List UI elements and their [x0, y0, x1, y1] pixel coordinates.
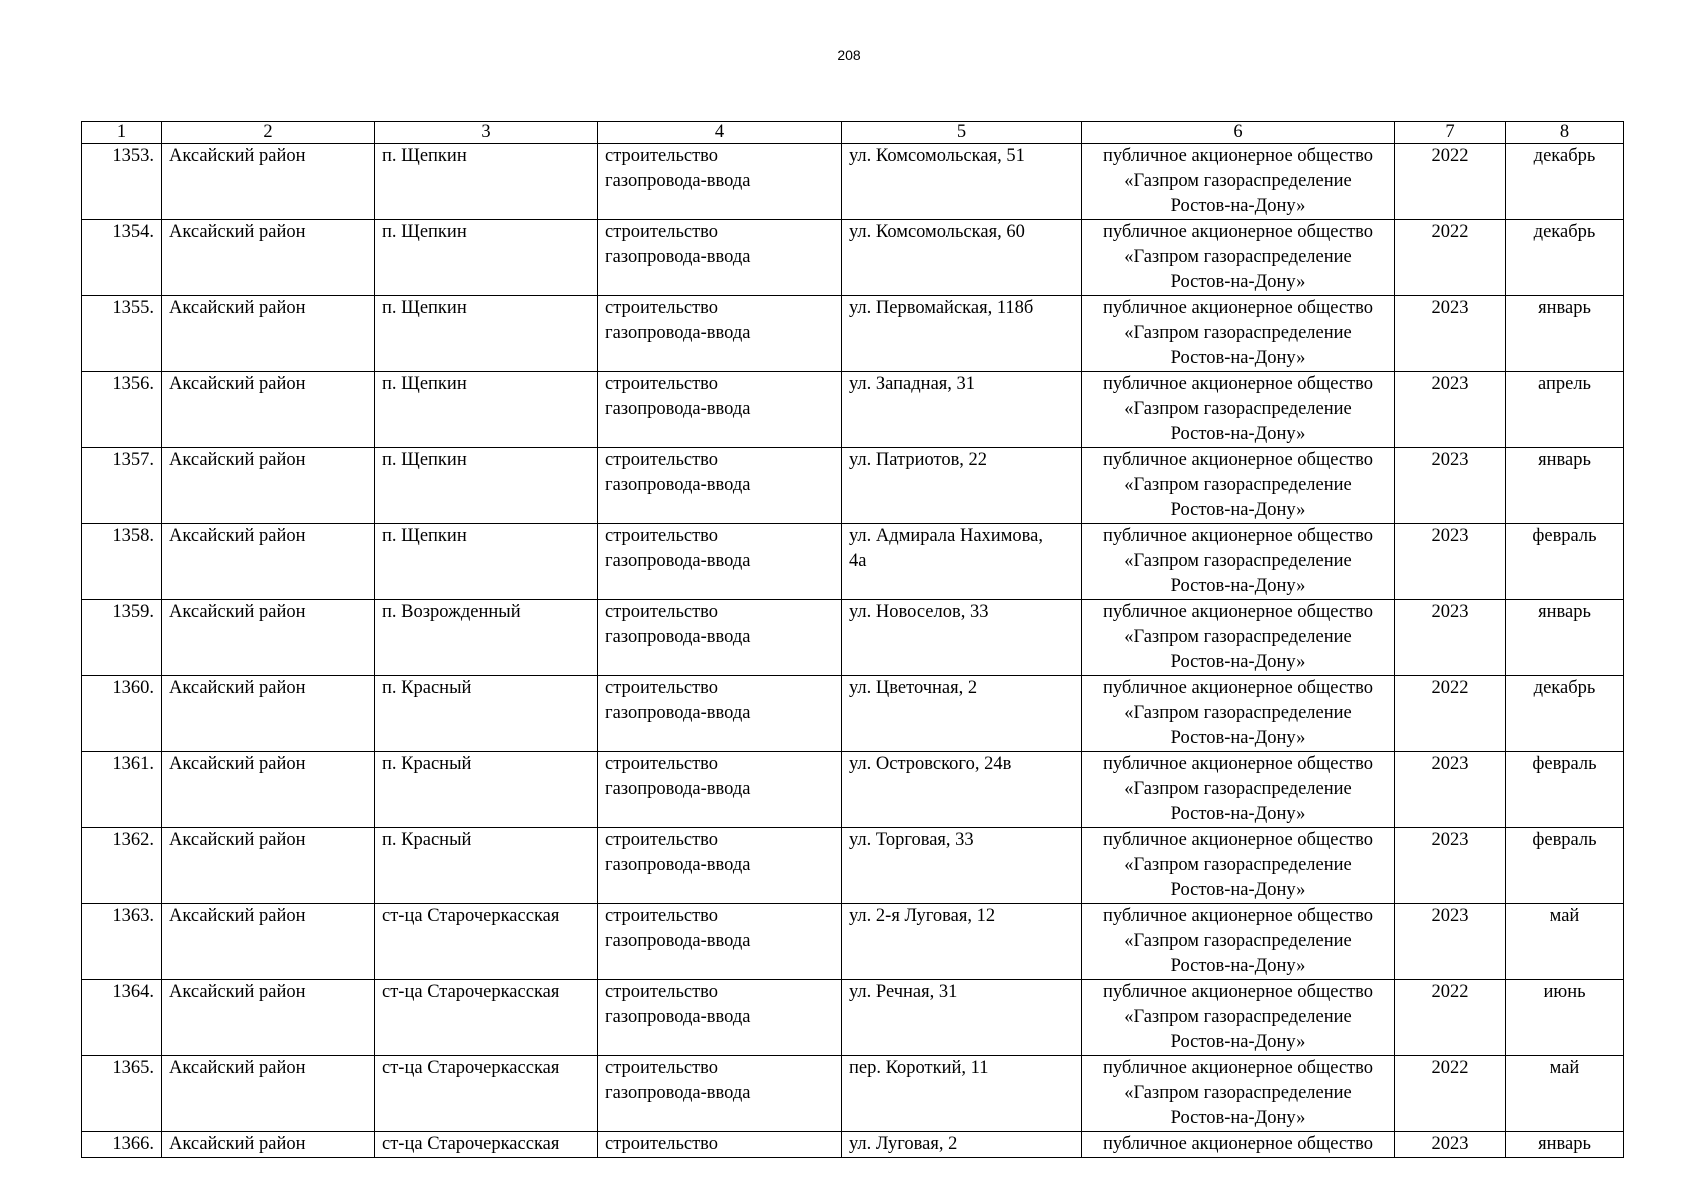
cell-organization — [1082, 220, 1395, 296]
cell-district: Аксайский район — [162, 1132, 375, 1158]
cell-organization-line: Ростов-на-Дону» — [1170, 728, 1306, 748]
cell-organization-line: Ростов-на-Дону» — [1170, 424, 1306, 444]
cell-number: 1365. — [82, 1056, 162, 1132]
cell-year: 2022 — [1395, 1056, 1506, 1132]
header-row — [82, 122, 1624, 144]
cell-work-line: строительство — [605, 982, 719, 1002]
cell-address-line: ул. Западная, 31 — [849, 374, 976, 394]
cell-district: Аксайский район — [162, 144, 375, 220]
table-row — [82, 220, 1624, 296]
cell-organization-line: «Газпром газораспределение — [1124, 247, 1352, 267]
cell-address-line: ул. Новоселов, 33 — [849, 602, 989, 622]
cell-address — [842, 600, 1082, 676]
cell-number: 1361. — [82, 752, 162, 828]
cell-work-line: газопровода-ввода — [605, 551, 751, 571]
cell-work — [598, 600, 842, 676]
cell-address-line: ул. Комсомольская, 51 — [849, 146, 1025, 166]
cell-address — [842, 372, 1082, 448]
cell-address — [842, 448, 1082, 524]
cell-year: 2023 — [1395, 828, 1506, 904]
cell-month: декабрь — [1506, 144, 1624, 220]
cell-organization-line: Ростов-на-Дону» — [1170, 804, 1306, 824]
cell-district: Аксайский район — [162, 524, 375, 600]
cell-month: январь — [1506, 296, 1624, 372]
cell-organization — [1082, 980, 1395, 1056]
cell-year: 2022 — [1395, 220, 1506, 296]
cell-work — [598, 296, 842, 372]
cell-month: январь — [1506, 1132, 1624, 1158]
cell-organization-line: публичное акционерное общество — [1102, 1134, 1374, 1154]
table-row — [82, 448, 1624, 524]
cell-settlement: п. Щепкин — [375, 448, 598, 524]
table-row — [82, 524, 1624, 600]
column-header-4: 4 — [598, 122, 842, 144]
cell-organization-line: публичное акционерное общество — [1102, 830, 1374, 850]
cell-year: 2023 — [1395, 904, 1506, 980]
cell-organization-line: Ростов-на-Дону» — [1170, 880, 1306, 900]
cell-settlement: п. Красный — [375, 676, 598, 752]
column-header-2: 2 — [162, 122, 375, 144]
table-row — [82, 980, 1624, 1056]
table-row — [82, 296, 1624, 372]
cell-month: февраль — [1506, 752, 1624, 828]
cell-work-line: строительство — [605, 298, 719, 318]
cell-number: 1366. — [82, 1132, 162, 1158]
cell-address — [842, 752, 1082, 828]
cell-address — [842, 904, 1082, 980]
cell-settlement: ст-ца Старочеркасская — [375, 1132, 598, 1158]
cell-organization-line: Ростов-на-Дону» — [1170, 348, 1306, 368]
cell-organization-line: Ростов-на-Дону» — [1170, 1108, 1306, 1128]
cell-district: Аксайский район — [162, 828, 375, 904]
cell-settlement: ст-ца Старочеркасская — [375, 1056, 598, 1132]
cell-year: 2023 — [1395, 1132, 1506, 1158]
cell-organization — [1082, 524, 1395, 600]
cell-work-line: газопровода-ввода — [605, 855, 751, 875]
cell-district: Аксайский район — [162, 1056, 375, 1132]
cell-organization-line: «Газпром газораспределение — [1124, 627, 1352, 647]
cell-number: 1354. — [82, 220, 162, 296]
cell-work-line: газопровода-ввода — [605, 703, 751, 723]
cell-district: Аксайский район — [162, 448, 375, 524]
table-row — [82, 144, 1624, 220]
cell-address-line: ул. Торговая, 33 — [849, 830, 974, 850]
cell-work — [598, 220, 842, 296]
cell-work — [598, 828, 842, 904]
cell-year: 2023 — [1395, 448, 1506, 524]
cell-address — [842, 676, 1082, 752]
cell-organization-line: Ростов-на-Дону» — [1170, 196, 1306, 216]
cell-work-line: строительство — [605, 222, 719, 242]
table-row — [82, 752, 1624, 828]
column-header-6: 6 — [1082, 122, 1395, 144]
cell-work-line: газопровода-ввода — [605, 399, 751, 419]
cell-work-line: строительство — [605, 450, 719, 470]
cell-organization-line: публичное акционерное общество — [1102, 526, 1374, 546]
cell-month: май — [1506, 1056, 1624, 1132]
cell-work — [598, 1132, 842, 1158]
cell-organization-line: «Газпром газораспределение — [1124, 551, 1352, 571]
cell-work-line: строительство — [605, 830, 719, 850]
column-header-8: 8 — [1506, 122, 1624, 144]
cell-organization-line: «Газпром газораспределение — [1124, 1007, 1352, 1027]
cell-number: 1356. — [82, 372, 162, 448]
cell-address-line: 4а — [849, 551, 867, 571]
cell-work-line: газопровода-ввода — [605, 475, 751, 495]
cell-work-line: строительство — [605, 1058, 719, 1078]
cell-organization-line: публичное акционерное общество — [1102, 982, 1374, 1002]
cell-month: май — [1506, 904, 1624, 980]
cell-address-line: ул. Первомайская, 118б — [849, 298, 1034, 318]
cell-district: Аксайский район — [162, 600, 375, 676]
cell-organization — [1082, 904, 1395, 980]
cell-organization-line: публичное акционерное общество — [1102, 678, 1374, 698]
cell-year: 2022 — [1395, 144, 1506, 220]
cell-month: декабрь — [1506, 220, 1624, 296]
cell-organization-line: Ростов-на-Дону» — [1170, 1032, 1306, 1052]
cell-number: 1358. — [82, 524, 162, 600]
cell-address-line: ул. 2-я Луговая, 12 — [849, 906, 996, 926]
cell-district: Аксайский район — [162, 676, 375, 752]
cell-number: 1363. — [82, 904, 162, 980]
cell-month: июнь — [1506, 980, 1624, 1056]
cell-work — [598, 144, 842, 220]
cell-organization-line: публичное акционерное общество — [1102, 1058, 1374, 1078]
cell-address-line: ул. Речная, 31 — [849, 982, 958, 1002]
table-row — [82, 372, 1624, 448]
cell-address — [842, 980, 1082, 1056]
cell-year: 2022 — [1395, 676, 1506, 752]
cell-district: Аксайский район — [162, 752, 375, 828]
cell-organization-line: «Газпром газораспределение — [1124, 171, 1352, 191]
cell-work-line: строительство — [605, 754, 719, 774]
cell-organization-line: Ростов-на-Дону» — [1170, 500, 1306, 520]
cell-work — [598, 904, 842, 980]
cell-settlement: ст-ца Старочеркасская — [375, 980, 598, 1056]
cell-organization — [1082, 1132, 1395, 1158]
page-number: 208 — [837, 47, 861, 63]
cell-organization-line: «Газпром газораспределение — [1124, 931, 1352, 951]
cell-organization — [1082, 752, 1395, 828]
table-row — [82, 600, 1624, 676]
cell-organization-line: Ростов-на-Дону» — [1170, 272, 1306, 292]
cell-number: 1357. — [82, 448, 162, 524]
cell-address-line: ул. Адмирала Нахимова, — [849, 526, 1043, 546]
cell-month: апрель — [1506, 372, 1624, 448]
cell-work — [598, 1056, 842, 1132]
cell-district: Аксайский район — [162, 372, 375, 448]
cell-month: январь — [1506, 600, 1624, 676]
cell-organization-line: публичное акционерное общество — [1102, 146, 1374, 166]
cell-work-line: строительство — [605, 1134, 719, 1154]
cell-organization-line: публичное акционерное общество — [1102, 298, 1374, 318]
cell-district: Аксайский район — [162, 296, 375, 372]
cell-work-line: газопровода-ввода — [605, 1007, 751, 1027]
column-header-3: 3 — [375, 122, 598, 144]
cell-number: 1362. — [82, 828, 162, 904]
cell-address — [842, 1132, 1082, 1158]
cell-address-line: ул. Патриотов, 22 — [849, 450, 988, 470]
cell-settlement: п. Щепкин — [375, 372, 598, 448]
cell-month: январь — [1506, 448, 1624, 524]
cell-work-line: строительство — [605, 602, 719, 622]
cell-organization — [1082, 448, 1395, 524]
cell-organization-line: публичное акционерное общество — [1102, 602, 1374, 622]
cell-address — [842, 296, 1082, 372]
cell-settlement: п. Возрожденный — [375, 600, 598, 676]
cell-work-line: строительство — [605, 526, 719, 546]
cell-work-line: газопровода-ввода — [605, 1083, 751, 1103]
cell-work-line: газопровода-ввода — [605, 247, 751, 267]
cell-address-line: ул. Цветочная, 2 — [849, 678, 978, 698]
cell-organization-line: «Газпром газораспределение — [1124, 475, 1352, 495]
cell-work-line: строительство — [605, 678, 719, 698]
cell-organization-line: «Газпром газораспределение — [1124, 855, 1352, 875]
column-header-5: 5 — [842, 122, 1082, 144]
cell-organization-line: публичное акционерное общество — [1102, 906, 1374, 926]
cell-work — [598, 524, 842, 600]
cell-organization-line: Ростов-на-Дону» — [1170, 576, 1306, 596]
cell-year: 2023 — [1395, 752, 1506, 828]
cell-work — [598, 676, 842, 752]
cell-year: 2023 — [1395, 524, 1506, 600]
cell-settlement: п. Щепкин — [375, 220, 598, 296]
cell-organization-line: публичное акционерное общество — [1102, 754, 1374, 774]
data-table — [81, 121, 1624, 1158]
cell-organization-line: публичное акционерное общество — [1102, 374, 1374, 394]
cell-settlement: п. Красный — [375, 828, 598, 904]
cell-year: 2023 — [1395, 600, 1506, 676]
cell-address — [842, 220, 1082, 296]
cell-year: 2023 — [1395, 372, 1506, 448]
cell-organization — [1082, 1056, 1395, 1132]
cell-organization — [1082, 372, 1395, 448]
cell-work — [598, 980, 842, 1056]
cell-organization-line: «Газпром газораспределение — [1124, 323, 1352, 343]
cell-address — [842, 524, 1082, 600]
cell-organization — [1082, 296, 1395, 372]
cell-settlement: п. Красный — [375, 752, 598, 828]
cell-organization-line: «Газпром газораспределение — [1124, 779, 1352, 799]
cell-organization — [1082, 600, 1395, 676]
cell-address-line: ул. Луговая, 2 — [849, 1134, 958, 1154]
table-row — [82, 828, 1624, 904]
cell-organization-line: Ростов-на-Дону» — [1170, 652, 1306, 672]
cell-organization-line: «Газпром газораспределение — [1124, 399, 1352, 419]
cell-number: 1364. — [82, 980, 162, 1056]
cell-work — [598, 372, 842, 448]
cell-organization-line: «Газпром газораспределение — [1124, 1083, 1352, 1103]
column-header-7: 7 — [1395, 122, 1506, 144]
cell-address-line: пер. Короткий, 11 — [849, 1058, 989, 1078]
table-row — [82, 1132, 1624, 1158]
cell-number: 1355. — [82, 296, 162, 372]
cell-year: 2022 — [1395, 980, 1506, 1056]
cell-work-line: строительство — [605, 146, 719, 166]
cell-settlement: п. Щепкин — [375, 144, 598, 220]
cell-number: 1360. — [82, 676, 162, 752]
table-row — [82, 676, 1624, 752]
cell-address — [842, 828, 1082, 904]
cell-number: 1353. — [82, 144, 162, 220]
cell-settlement: п. Щепкин — [375, 296, 598, 372]
cell-organization-line: публичное акционерное общество — [1102, 222, 1374, 242]
cell-work-line: строительство — [605, 906, 719, 926]
cell-district: Аксайский район — [162, 980, 375, 1056]
cell-organization — [1082, 676, 1395, 752]
cell-month: февраль — [1506, 524, 1624, 600]
cell-work-line: газопровода-ввода — [605, 627, 751, 647]
cell-address-line: ул. Островского, 24в — [849, 754, 1012, 774]
cell-address — [842, 144, 1082, 220]
cell-address — [842, 1056, 1082, 1132]
cell-organization — [1082, 828, 1395, 904]
table-row — [82, 1056, 1624, 1132]
cell-work — [598, 752, 842, 828]
cell-work-line: газопровода-ввода — [605, 779, 751, 799]
table-row — [82, 904, 1624, 980]
cell-organization-line: «Газпром газораспределение — [1124, 703, 1352, 723]
cell-work-line: газопровода-ввода — [605, 931, 751, 951]
cell-district: Аксайский район — [162, 904, 375, 980]
cell-settlement: п. Щепкин — [375, 524, 598, 600]
cell-year: 2023 — [1395, 296, 1506, 372]
cell-work-line: строительство — [605, 374, 719, 394]
cell-organization — [1082, 144, 1395, 220]
cell-work-line: газопровода-ввода — [605, 323, 751, 343]
cell-month: декабрь — [1506, 676, 1624, 752]
cell-district: Аксайский район — [162, 220, 375, 296]
cell-work — [598, 448, 842, 524]
table-body — [82, 144, 1624, 1158]
cell-month: февраль — [1506, 828, 1624, 904]
cell-organization-line: публичное акционерное общество — [1102, 450, 1374, 470]
cell-organization-line: Ростов-на-Дону» — [1170, 956, 1306, 976]
cell-number: 1359. — [82, 600, 162, 676]
cell-settlement: ст-ца Старочеркасская — [375, 904, 598, 980]
cell-address-line: ул. Комсомольская, 60 — [849, 222, 1025, 242]
cell-work-line: газопровода-ввода — [605, 171, 751, 191]
column-header-1: 1 — [82, 122, 162, 144]
